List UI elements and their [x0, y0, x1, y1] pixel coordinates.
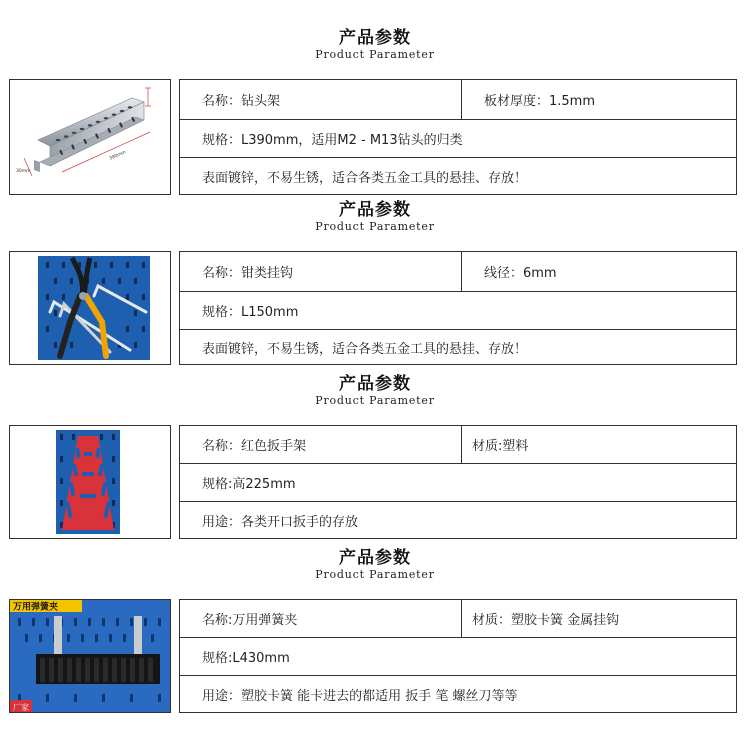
product-desc: 表面镀锌，不易生锈，适合各类五金工具的悬挂、存放！ [202, 341, 528, 357]
spec-row-spec [180, 464, 736, 502]
section-heading-1 [0, 28, 750, 62]
drill-rack-illustration [10, 80, 170, 194]
spec-row-name [180, 600, 736, 638]
spec-row-spec [180, 638, 736, 676]
spec-row-spec [180, 292, 736, 330]
plier-hook-illustration [10, 252, 170, 364]
product-image-wrench-rack [9, 425, 171, 539]
product-attr: 线径：6mm [461, 252, 736, 291]
heading-cn: 产品参数 [339, 28, 411, 48]
product-desc: 表面镀锌，不易生锈，适合各类五金工具的悬挂、存放！ [202, 170, 528, 186]
product-attr: 板材厚度：1.5mm [461, 80, 736, 119]
product-name: 名称：钳类挂钩 [202, 266, 294, 281]
product-spec: 规格:高225mm [202, 477, 296, 492]
section-heading-4 [0, 548, 750, 582]
spec-row-spec [180, 120, 736, 158]
spec-row-name [180, 252, 736, 292]
spec-row-desc [180, 502, 736, 538]
product-desc: 用途：各类开口扳手的存放 [202, 514, 359, 530]
product-attr: 材质：塑胶卡簧 金属挂钩 [461, 600, 736, 637]
image-label-text: 万用弹簧夹 [13, 602, 59, 613]
section-heading-3 [0, 374, 750, 408]
product-image-drill-rack [9, 79, 171, 195]
product-name: 名称：红色扳手架 [202, 439, 307, 454]
image-corner-text: 厂家 [13, 703, 29, 712]
heading-en: Product Parameter [315, 48, 435, 61]
spring-clip-illustration [10, 600, 170, 712]
product-image-plier-hook [9, 251, 171, 365]
section-heading-2 [0, 200, 750, 234]
spec-row-desc [180, 330, 736, 364]
spec-table-4 [179, 599, 737, 713]
product-image-spring-clip [9, 599, 171, 713]
spec-table-2 [179, 251, 737, 365]
spec-row-desc [180, 158, 736, 194]
heading-cn: 产品参数 [339, 374, 411, 394]
product-name: 名称:万用弹簧夹 [202, 613, 298, 628]
product-spec: 规格：L390mm，适用M2 - M13钻头的归类 [202, 133, 463, 148]
dim-label-length: 390mm [108, 150, 127, 162]
heading-cn: 产品参数 [339, 200, 411, 220]
product-spec: 规格：L150mm [202, 305, 299, 320]
heading-cn: 产品参数 [339, 548, 411, 568]
product-desc: 用途：塑胶卡簧 能卡进去的都适用 扳手 笔 螺丝刀等等 [202, 688, 518, 704]
spec-row-desc [180, 676, 736, 712]
spec-table-3 [179, 425, 737, 539]
heading-en: Product Parameter [315, 220, 435, 233]
product-name: 名称：钻头架 [202, 94, 281, 109]
heading-en: Product Parameter [315, 568, 435, 581]
spec-row-name [180, 80, 736, 120]
spec-row-name [180, 426, 736, 464]
wrench-rack-illustration [10, 426, 170, 538]
dim-label-depth: 30mm [16, 169, 31, 174]
heading-en: Product Parameter [315, 394, 435, 407]
product-attr: 材质:塑料 [461, 426, 736, 463]
product-spec: 规格:L430mm [202, 651, 290, 666]
spec-table-1 [179, 79, 737, 195]
